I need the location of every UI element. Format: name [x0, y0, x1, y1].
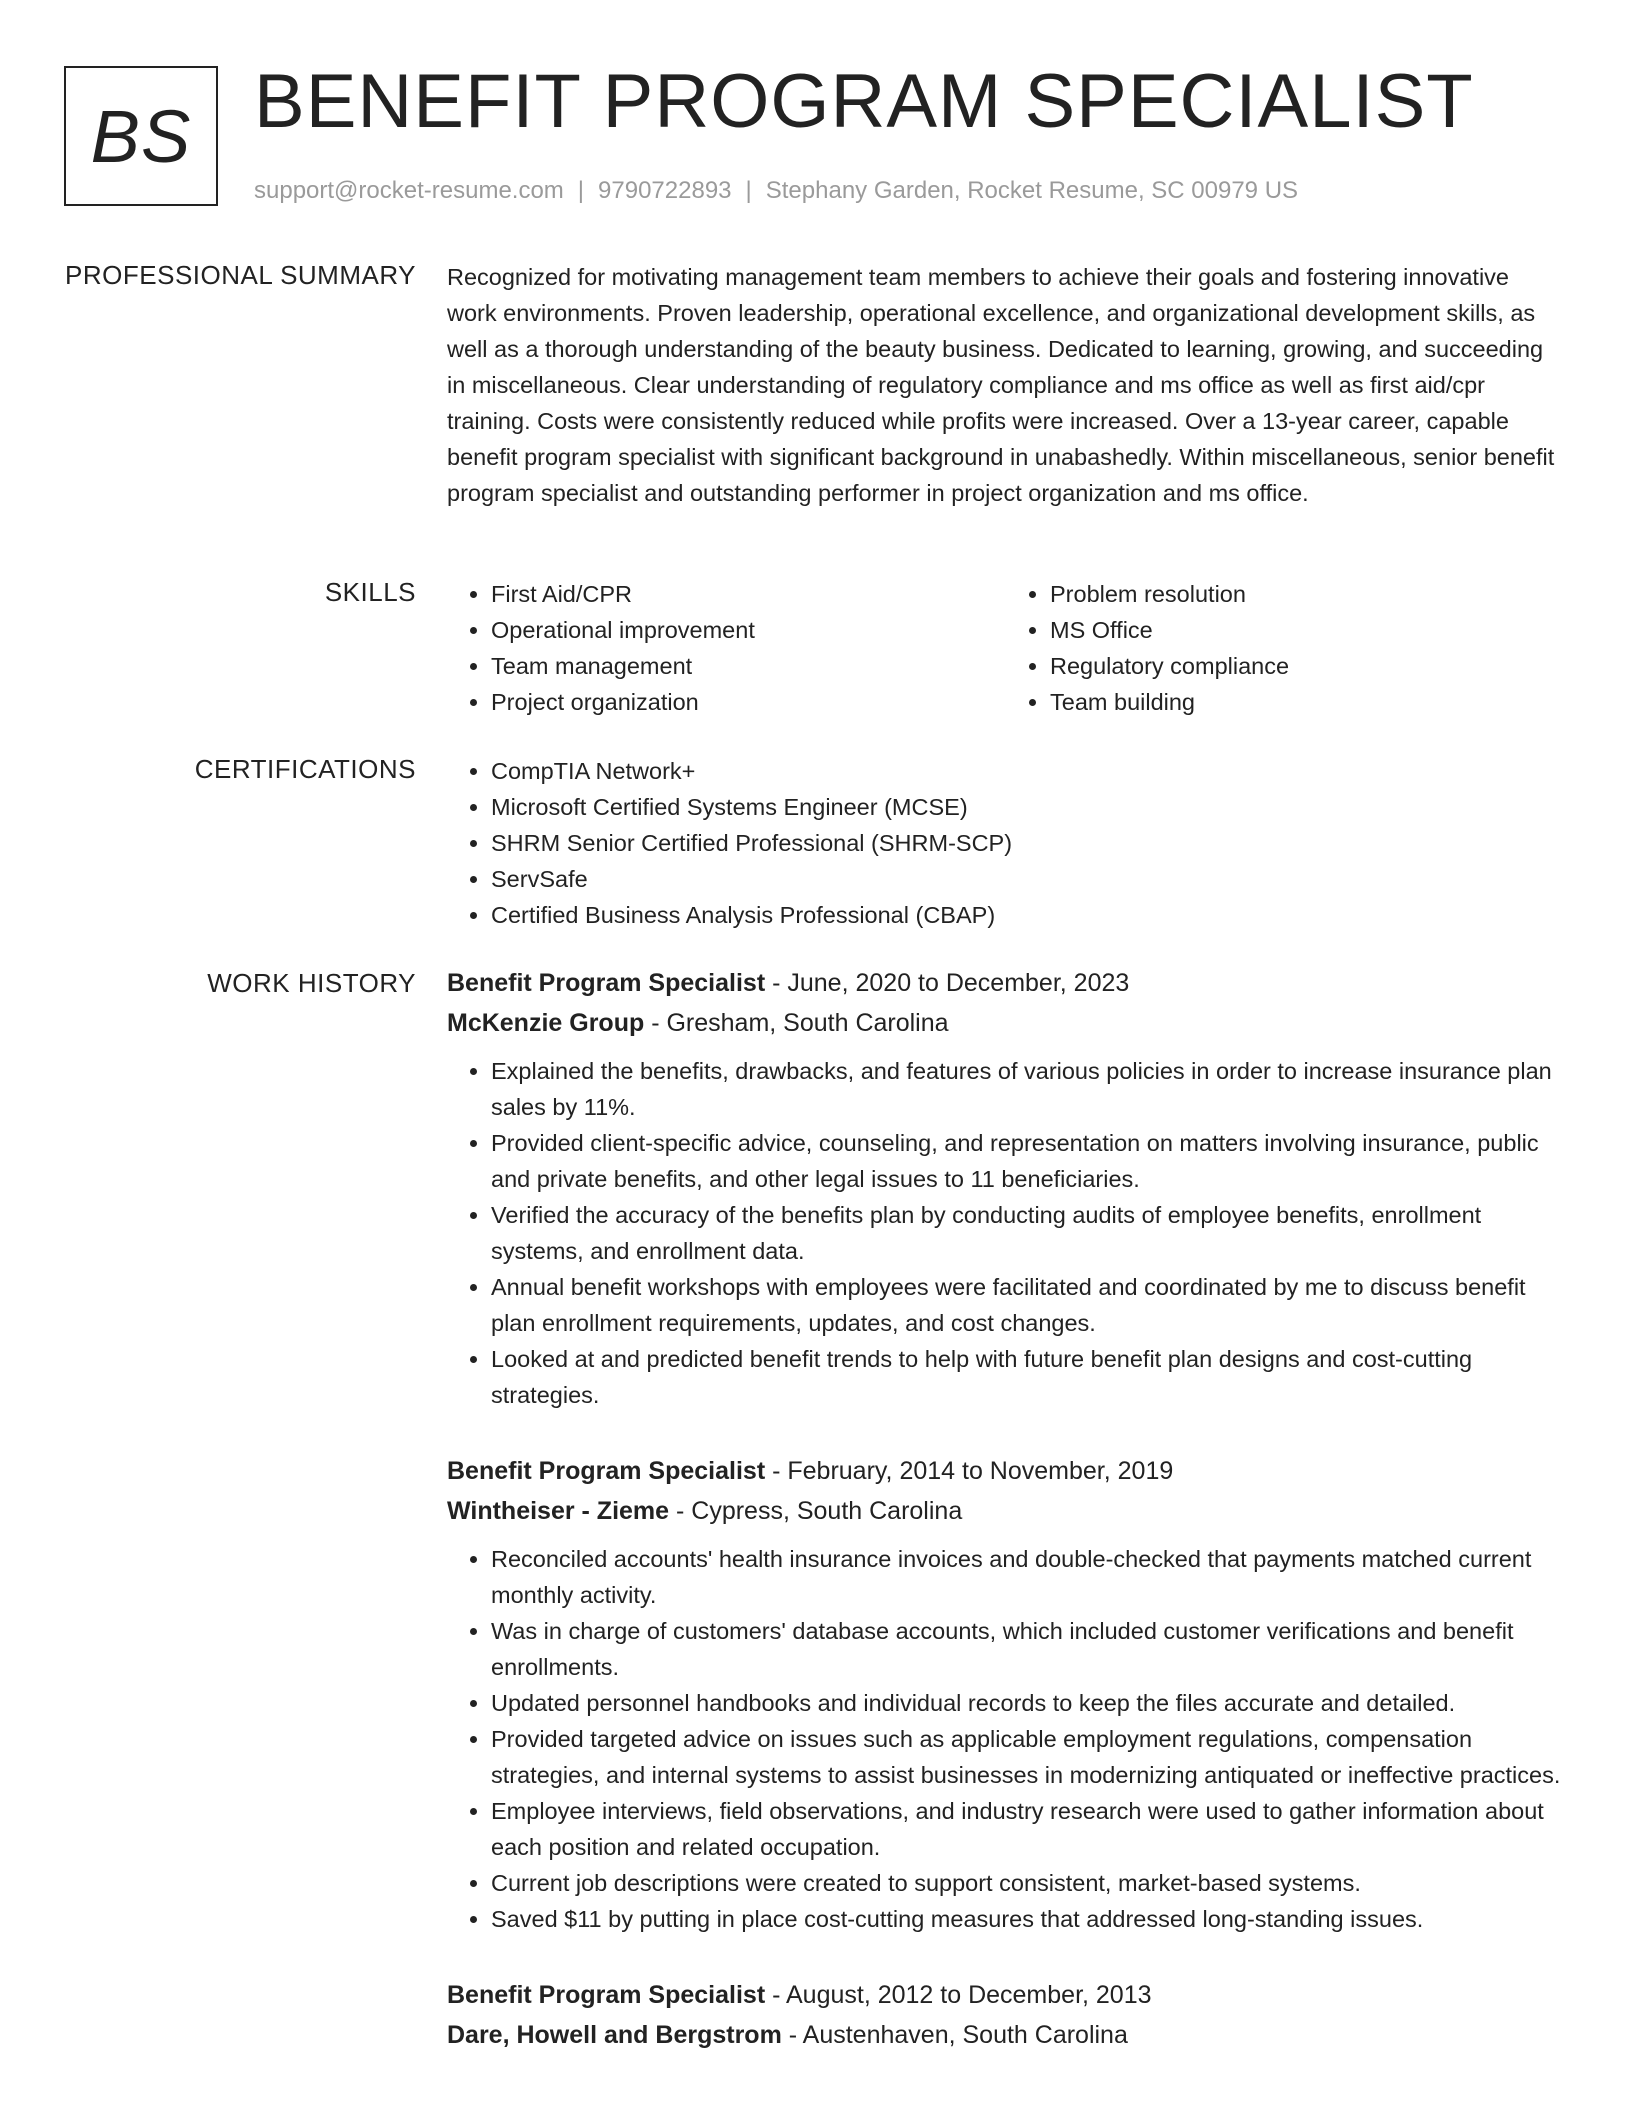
- skill-item: • Operational improvement: [491, 612, 1006, 648]
- job-dates: - June, 2020 to December, 2023: [765, 969, 1130, 997]
- skill-item: • First Aid/CPR: [491, 576, 1006, 612]
- job-company-line: [447, 1003, 1565, 1043]
- job-duty: • Looked at and predicted benefit trends to help with future benefit plan designs and cost-cutting strategies.: [491, 1341, 1565, 1413]
- contact-address: Stephany Garden, Rocket Resume, SC 00979 US: [765, 177, 1299, 204]
- section-label-skills: SKILLS: [324, 577, 416, 607]
- job-company: McKenzie Group: [447, 1009, 645, 1037]
- job-company: Wintheiser - Zieme: [447, 1497, 670, 1525]
- job-duty: • Was in charge of customers' database accounts, which included customer verifications and benefit enrollments.: [491, 1613, 1565, 1685]
- section-label-certifications: CERTIFICATIONS: [194, 754, 416, 784]
- job-title-line: [447, 1451, 1565, 1491]
- certification-item: • ServSafe: [491, 861, 1565, 897]
- certification-item: • Microsoft Certified Systems Engineer (MCSE): [491, 789, 1565, 825]
- job-duty: • Annual benefit workshops with employees were facilitated and coordinated by me to discuss benefit plan enrollment requirements, updates, and cost changes.: [491, 1269, 1565, 1341]
- contact-email[interactable]: support@rocket-resume.com: [254, 177, 564, 204]
- job-location: - Cypress, South Carolina: [669, 1497, 963, 1525]
- job-title-line: [447, 963, 1565, 1003]
- skills-list-right: [1006, 576, 1565, 720]
- certification-item: • CompTIA Network+: [491, 753, 1565, 789]
- job-duty: • Updated personnel handbooks and individual records to keep the files accurate and detailed.: [491, 1685, 1565, 1721]
- job-duties-list: [447, 1541, 1565, 1937]
- job-duty: • Current job descriptions were created to support consistent, market-based systems.: [491, 1865, 1565, 1901]
- job-dates: - February, 2014 to November, 2019: [765, 1457, 1174, 1485]
- skill-item: • Project organization: [491, 684, 1006, 720]
- skill-item: • MS Office: [1050, 612, 1565, 648]
- job-company: Dare, Howell and Bergstrom: [447, 2021, 782, 2049]
- job-entry: [447, 1451, 1565, 1937]
- job-title: Benefit Program Specialist: [447, 1457, 766, 1485]
- skill-item: • Team management: [491, 648, 1006, 684]
- job-dates: - August, 2012 to December, 2013: [765, 1981, 1152, 2009]
- contact-separator: |: [745, 177, 752, 204]
- job-duty: • Employee interviews, field observations, and industry research were used to gather information about each position and related occupation.: [491, 1793, 1565, 1865]
- section-label-work-history: WORK HISTORY: [207, 968, 416, 998]
- monogram-text: BS: [90, 94, 192, 178]
- job-title: Benefit Program Specialist: [447, 969, 766, 997]
- job-title-line: [447, 1975, 1565, 2015]
- job-title: Benefit Program Specialist: [447, 1981, 766, 2009]
- summary-text: Recognized for motivating management team members to achieve their goals and fostering innovative work environments. Proven leadership, operational excellence, and organizational development skills, as well as a thorough understanding of the beauty business. Dedicated to learning, growing, and succeeding in miscellaneous. Clear understanding of regulatory compliance and ms office as well as first aid/cpr training. Costs were consistently reduced while profits were increased. Over a 13-year career, capable benefit program specialist with significant background in unabashedly. Within miscellaneous, senior benefit program specialist and outstanding performer in project organization and ms office.: [447, 264, 1555, 506]
- job-duty: • Verified the accuracy of the benefits plan by conducting audits of employee benefits, enrollment systems, and enrollment data.: [491, 1197, 1565, 1269]
- certification-item: • Certified Business Analysis Professional (CBAP): [491, 897, 1565, 933]
- job-company-line: [447, 2015, 1565, 2055]
- job-location: - Gresham, South Carolina: [644, 1009, 949, 1037]
- job-duty: • Provided client-specific advice, counseling, and representation on matters involving insurance, public and private benefits, and other legal issues to 11 beneficiaries.: [491, 1125, 1565, 1197]
- skill-item: • Team building: [1050, 684, 1565, 720]
- section-label-summary: PROFESSIONAL SUMMARY: [65, 260, 416, 290]
- job-entry: [447, 963, 1565, 1413]
- contact-phone[interactable]: 9790722893: [598, 177, 732, 204]
- job-company-line: [447, 1491, 1565, 1531]
- contact-line: [254, 176, 1298, 206]
- job-entry: [447, 1975, 1565, 2055]
- job-duty: • Explained the benefits, drawbacks, and features of various policies in order to increase insurance plan sales by 11%.: [491, 1053, 1565, 1125]
- skills-list-left: [447, 576, 1006, 720]
- skill-item: • Problem resolution: [1050, 576, 1565, 612]
- monogram-badge: [64, 66, 218, 206]
- job-duty: • Provided targeted advice on issues such as applicable employment regulations, compensation strategies, and internal systems to assist businesses in modernizing antiquated or ineffective practices.: [491, 1721, 1565, 1793]
- job-duties-list: [447, 1053, 1565, 1413]
- job-duty: • Saved $11 by putting in place cost-cutting measures that addressed long-standing issues.: [491, 1901, 1565, 1937]
- skill-item: • Regulatory compliance: [1050, 648, 1565, 684]
- contact-separator: |: [577, 177, 585, 204]
- resume-title: BENEFIT PROGRAM SPECIALIST: [254, 59, 1474, 144]
- certification-item: • SHRM Senior Certified Professional (SHRM-SCP): [491, 825, 1565, 861]
- job-location: - Austenhaven, South Carolina: [781, 2021, 1128, 2049]
- certifications-list: [447, 753, 1565, 933]
- job-duty: • Reconciled accounts' health insurance invoices and double-checked that payments matched current monthly activity.: [491, 1541, 1565, 1613]
